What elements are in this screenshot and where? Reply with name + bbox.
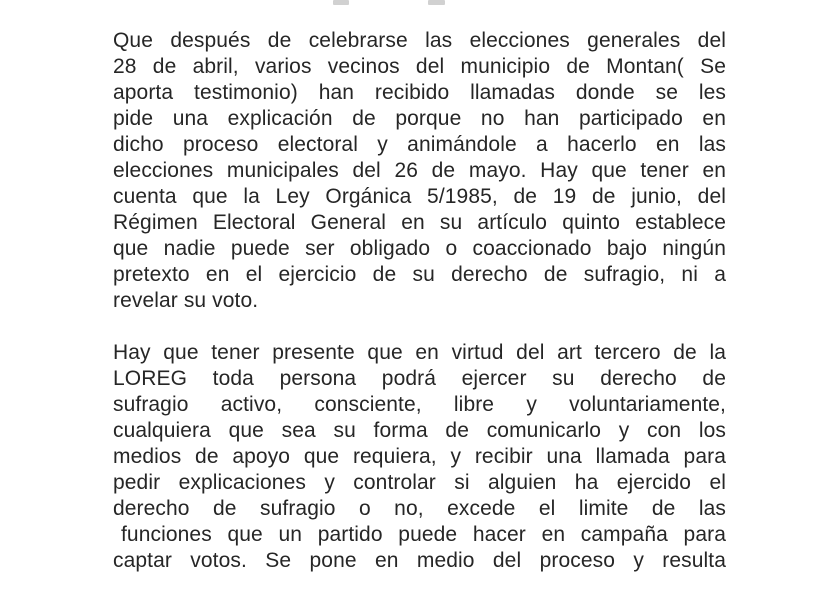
text-line: pretexto en el ejercicio de su derecho de sufragio, ni a [113,263,726,286]
clipped-text-fragment [333,0,349,5]
text-line: que nadie puede ser obligado o coaccionado bajo ningún [113,237,726,260]
text-line: medios de apoyo que requiera, y recibir una llamada para [113,445,726,468]
paragraph [113,28,726,314]
text-line: derecho de sufragio o no, excede el limite de las [113,497,726,520]
text-line: LOREG toda persona podrá ejercer su derecho de [113,367,726,390]
paragraph [113,340,726,574]
text-line: funciones que un partido puede hacer en campaña para [121,523,726,546]
text-line: cualquiera que sea su forma de comunicarlo y con los [113,419,726,442]
clipped-text-fragment [428,0,445,5]
text-line: captar votos. Se pone en medio del proceso y resulta [113,549,726,572]
text-line: Que después de celebrarse las elecciones generales del [113,29,726,52]
text-line: elecciones municipales del 26 de mayo. Hay que tener en [113,159,726,182]
text-line: aporta testimonio) han recibido llamadas donde se les [113,81,726,104]
text-line: sufragio activo, consciente, libre y voluntariamente, [113,393,726,416]
text-line: Hay que tener presente que en virtud del art tercero de la [113,341,726,364]
text-line: revelar su voto. [113,289,259,312]
document-text [113,28,726,600]
text-line: Régimen Electoral General en su artículo quinto establece [113,211,726,234]
text-line: cuenta que la Ley Orgánica 5/1985, de 19 de junio, del [113,185,726,208]
text-line: pedir explicaciones y controlar si alguien ha ejercido el [113,471,726,494]
text-line: dicho proceso electoral y animándole a hacerlo en las [113,133,726,156]
text-line: pide una explicación de porque no han participado en [113,107,726,130]
text-line: 28 de abril, varios vecinos del municipio de Montan( Se [113,55,726,78]
